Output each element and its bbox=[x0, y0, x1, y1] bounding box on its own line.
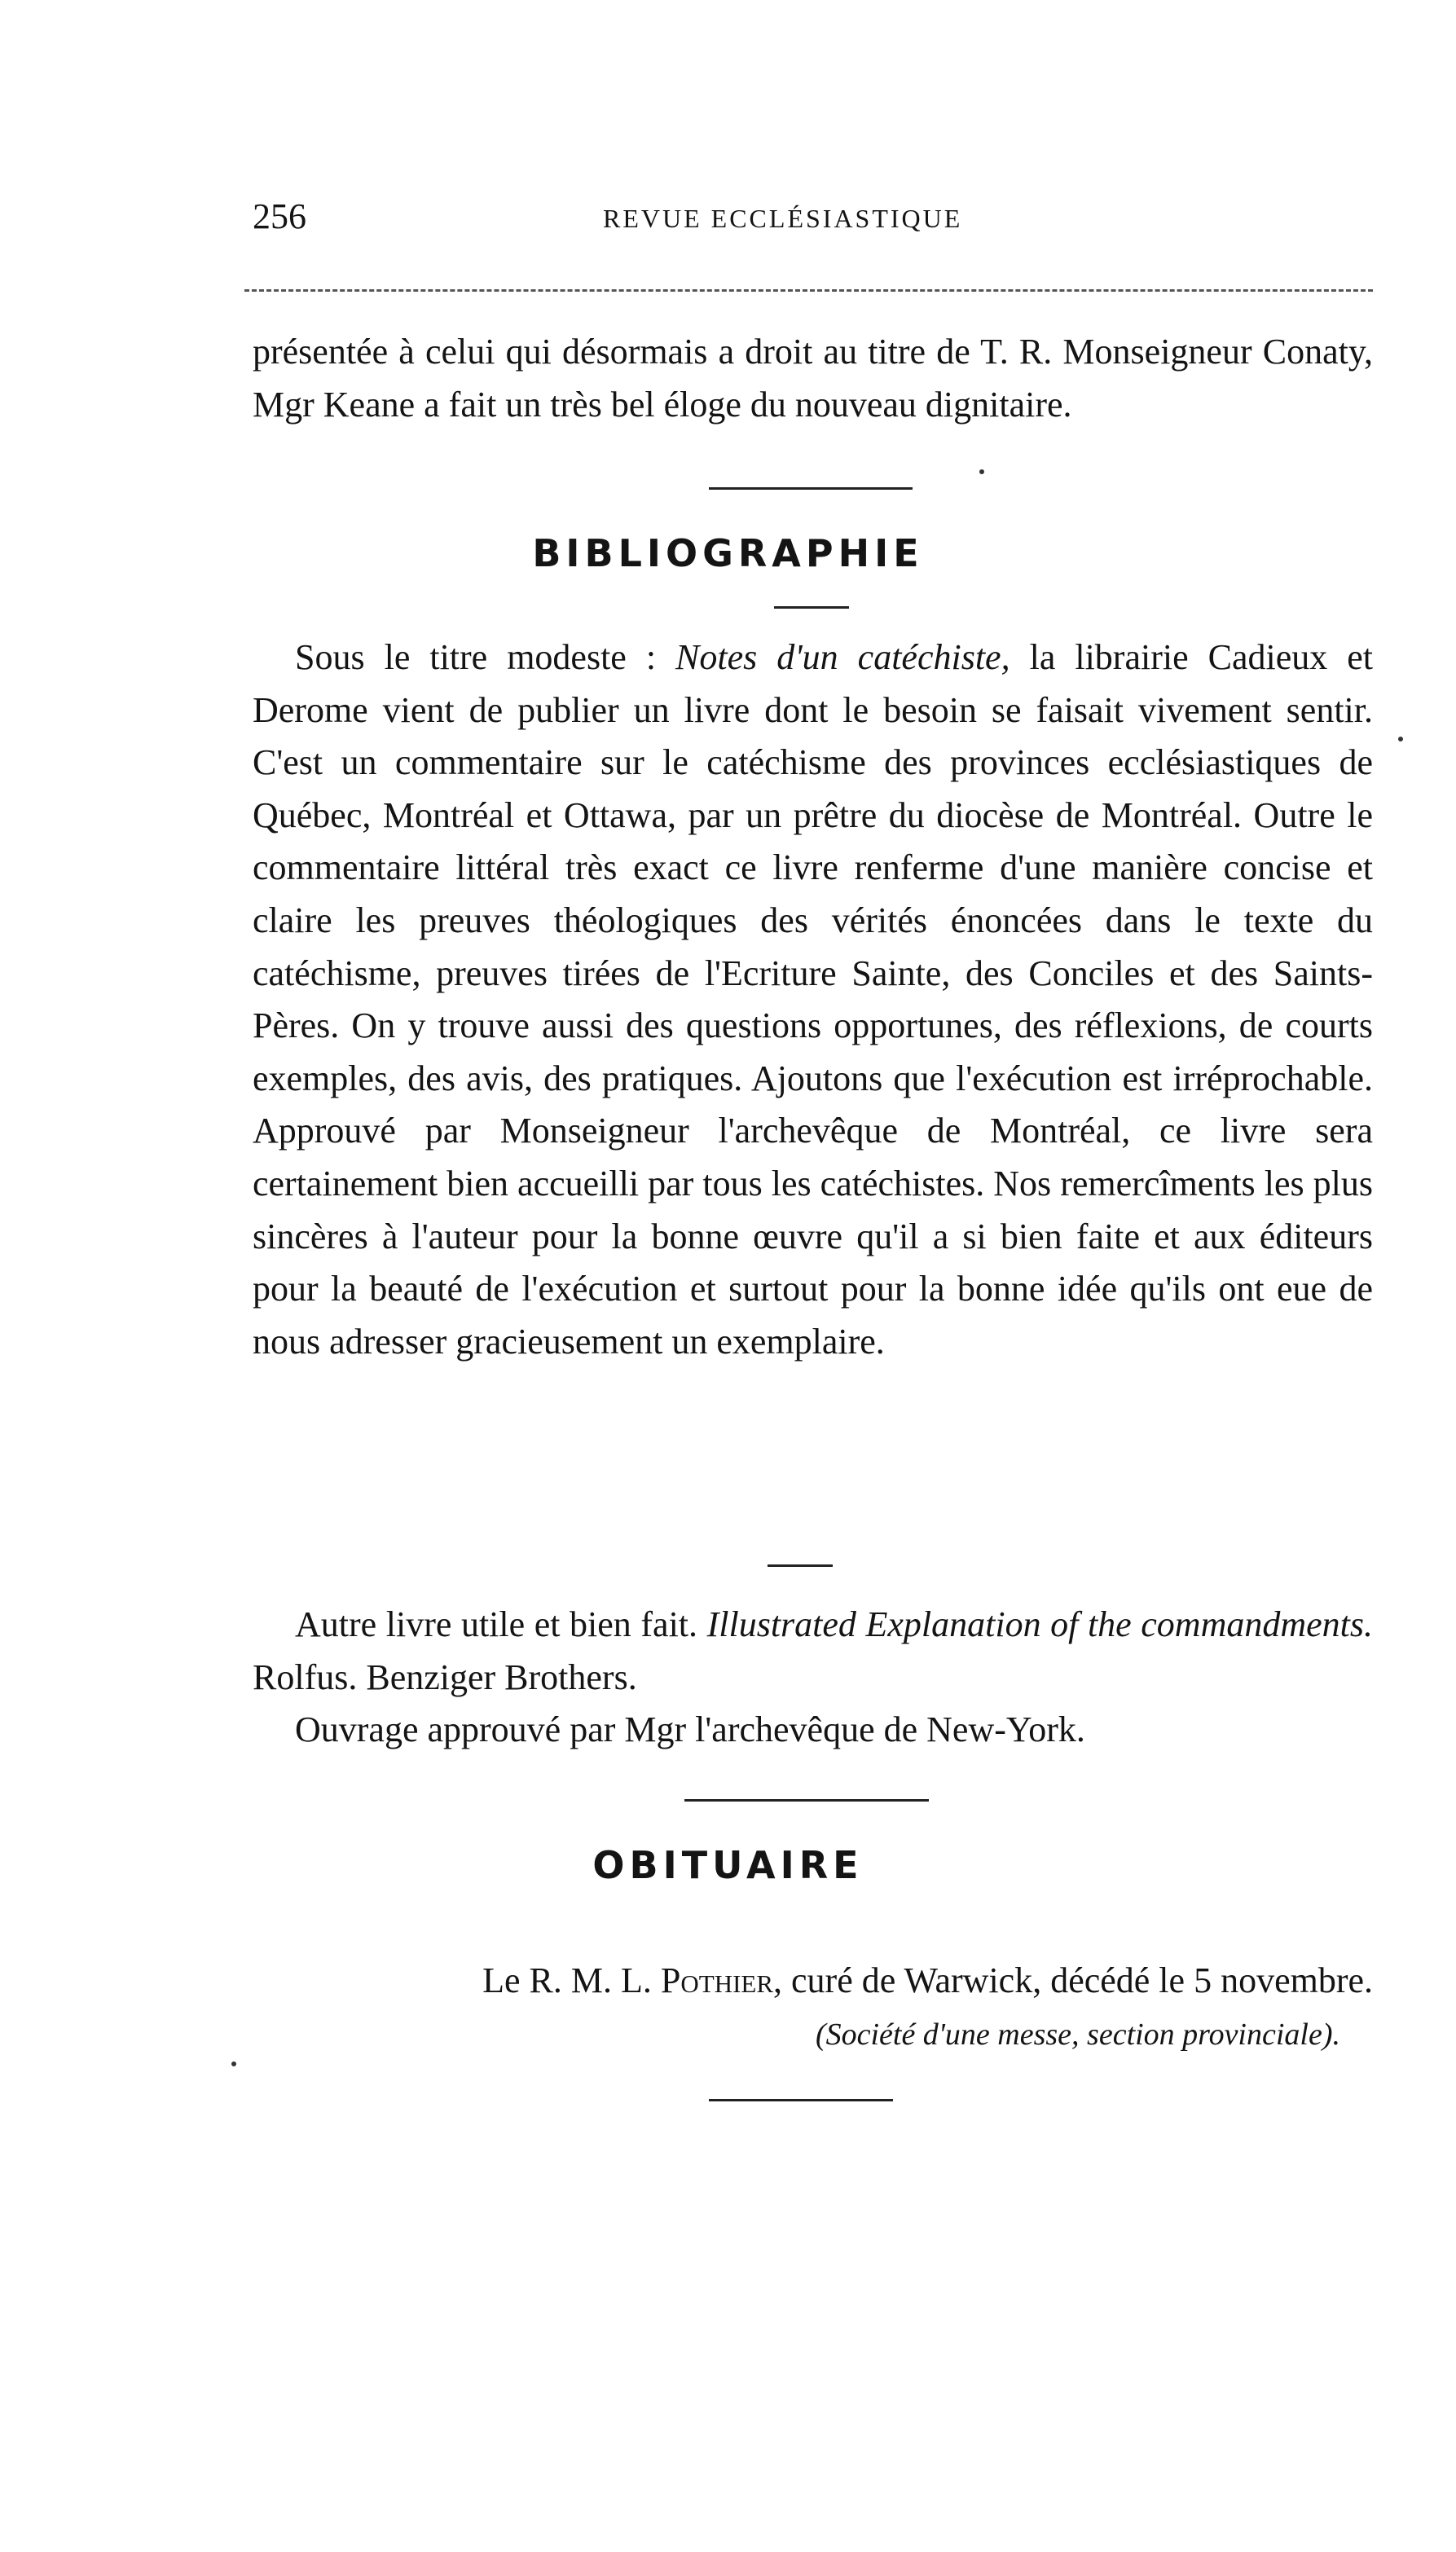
obituary-details: , curé de Warwick, décédé le 5 novembre. bbox=[773, 1960, 1373, 2000]
obituary-prefix: Le R. M. L. bbox=[482, 1960, 661, 2000]
bibliographie-paragraph bbox=[253, 631, 1373, 1368]
second-book-title: Illustrated Explanation of the commandments. bbox=[706, 1604, 1373, 1644]
header-rule bbox=[244, 289, 1373, 292]
obituary-name: Pothier bbox=[660, 1960, 774, 2000]
review-lead-text: Sous le titre modeste : bbox=[295, 637, 676, 677]
running-head: REVUE ECCLÉSIASTIQUE bbox=[603, 204, 963, 233]
review-text: la librairie Cadieux et Derome vient de publier un livre dont le besoin se faisait vivement sentir. C'est un commentaire sur le catéchisme des provinces ecclésiastiques de Québec, Montréal et Ottawa, par un prêtre du diocèse de Montréal. Outre le commentaire littéral très exact ce livre renferme d'une manière concise et claire les preuves théologiques des vérités énoncées dans le texte du catéchisme, preuves tirées de l'Ecriture Sainte, des Conciles et des Saints-Pères. On y trouve aussi des questions opportunes, des réflexions, de courts exemples, des avis, des pratiques. Ajoutons que l'exécution est irréprochable. Approuvé par Monseigneur l'archevêque de Montréal, ce livre sera certainement bien accueilli par tous les catéchistes. Nos remercîments les plus sincères à l'auteur pour la bonne œuvre qu'il a si bien faite et aux éditeurs pour la beauté de l'exécution et surtout pour la bonne idée qu'ils ont eue de nous adresser gracieusement un exemplaire. bbox=[253, 637, 1373, 1362]
section-heading-bibliographie: BIBLIOGRAPHIE bbox=[532, 531, 924, 575]
ink-speck bbox=[979, 469, 984, 474]
section-heading-obituaire: OBITUAIRE bbox=[592, 1843, 864, 1887]
second-book-publisher: Rolfus. Benziger Brothers. bbox=[253, 1657, 637, 1697]
intro-paragraph bbox=[253, 326, 1373, 431]
book-title: Notes d'un catéchiste, bbox=[675, 637, 1010, 677]
second-book-paragraph bbox=[253, 1599, 1373, 1704]
ink-speck bbox=[1398, 737, 1403, 741]
second-book-block bbox=[253, 1599, 1373, 1757]
bibliographie-review bbox=[253, 631, 1373, 1368]
page-header bbox=[253, 196, 1377, 253]
intro-text: présentée à celui qui désormais a droit au titre de T. R. Monseigneur Conaty, Mgr Keane a fait un très bel éloge du nouveau dignitaire. bbox=[253, 332, 1373, 425]
divider-rule bbox=[709, 487, 913, 490]
obituary-line bbox=[253, 1954, 1373, 2008]
divider-rule bbox=[684, 1799, 929, 1802]
page-number: 256 bbox=[253, 196, 306, 236]
divider-rule bbox=[768, 1564, 833, 1567]
ink-speck bbox=[231, 2061, 236, 2066]
heading-underline bbox=[774, 606, 849, 609]
approval-paragraph: Ouvrage approuvé par Mgr l'archevêque de New-York. bbox=[295, 1709, 1085, 1750]
obituary-source: (Société d'une messe, section provinciale). bbox=[815, 2017, 1340, 2052]
divider-rule bbox=[709, 2099, 893, 2101]
second-book-lead: Autre livre utile et bien fait. bbox=[295, 1604, 707, 1644]
obituary-entry bbox=[253, 1954, 1373, 2061]
